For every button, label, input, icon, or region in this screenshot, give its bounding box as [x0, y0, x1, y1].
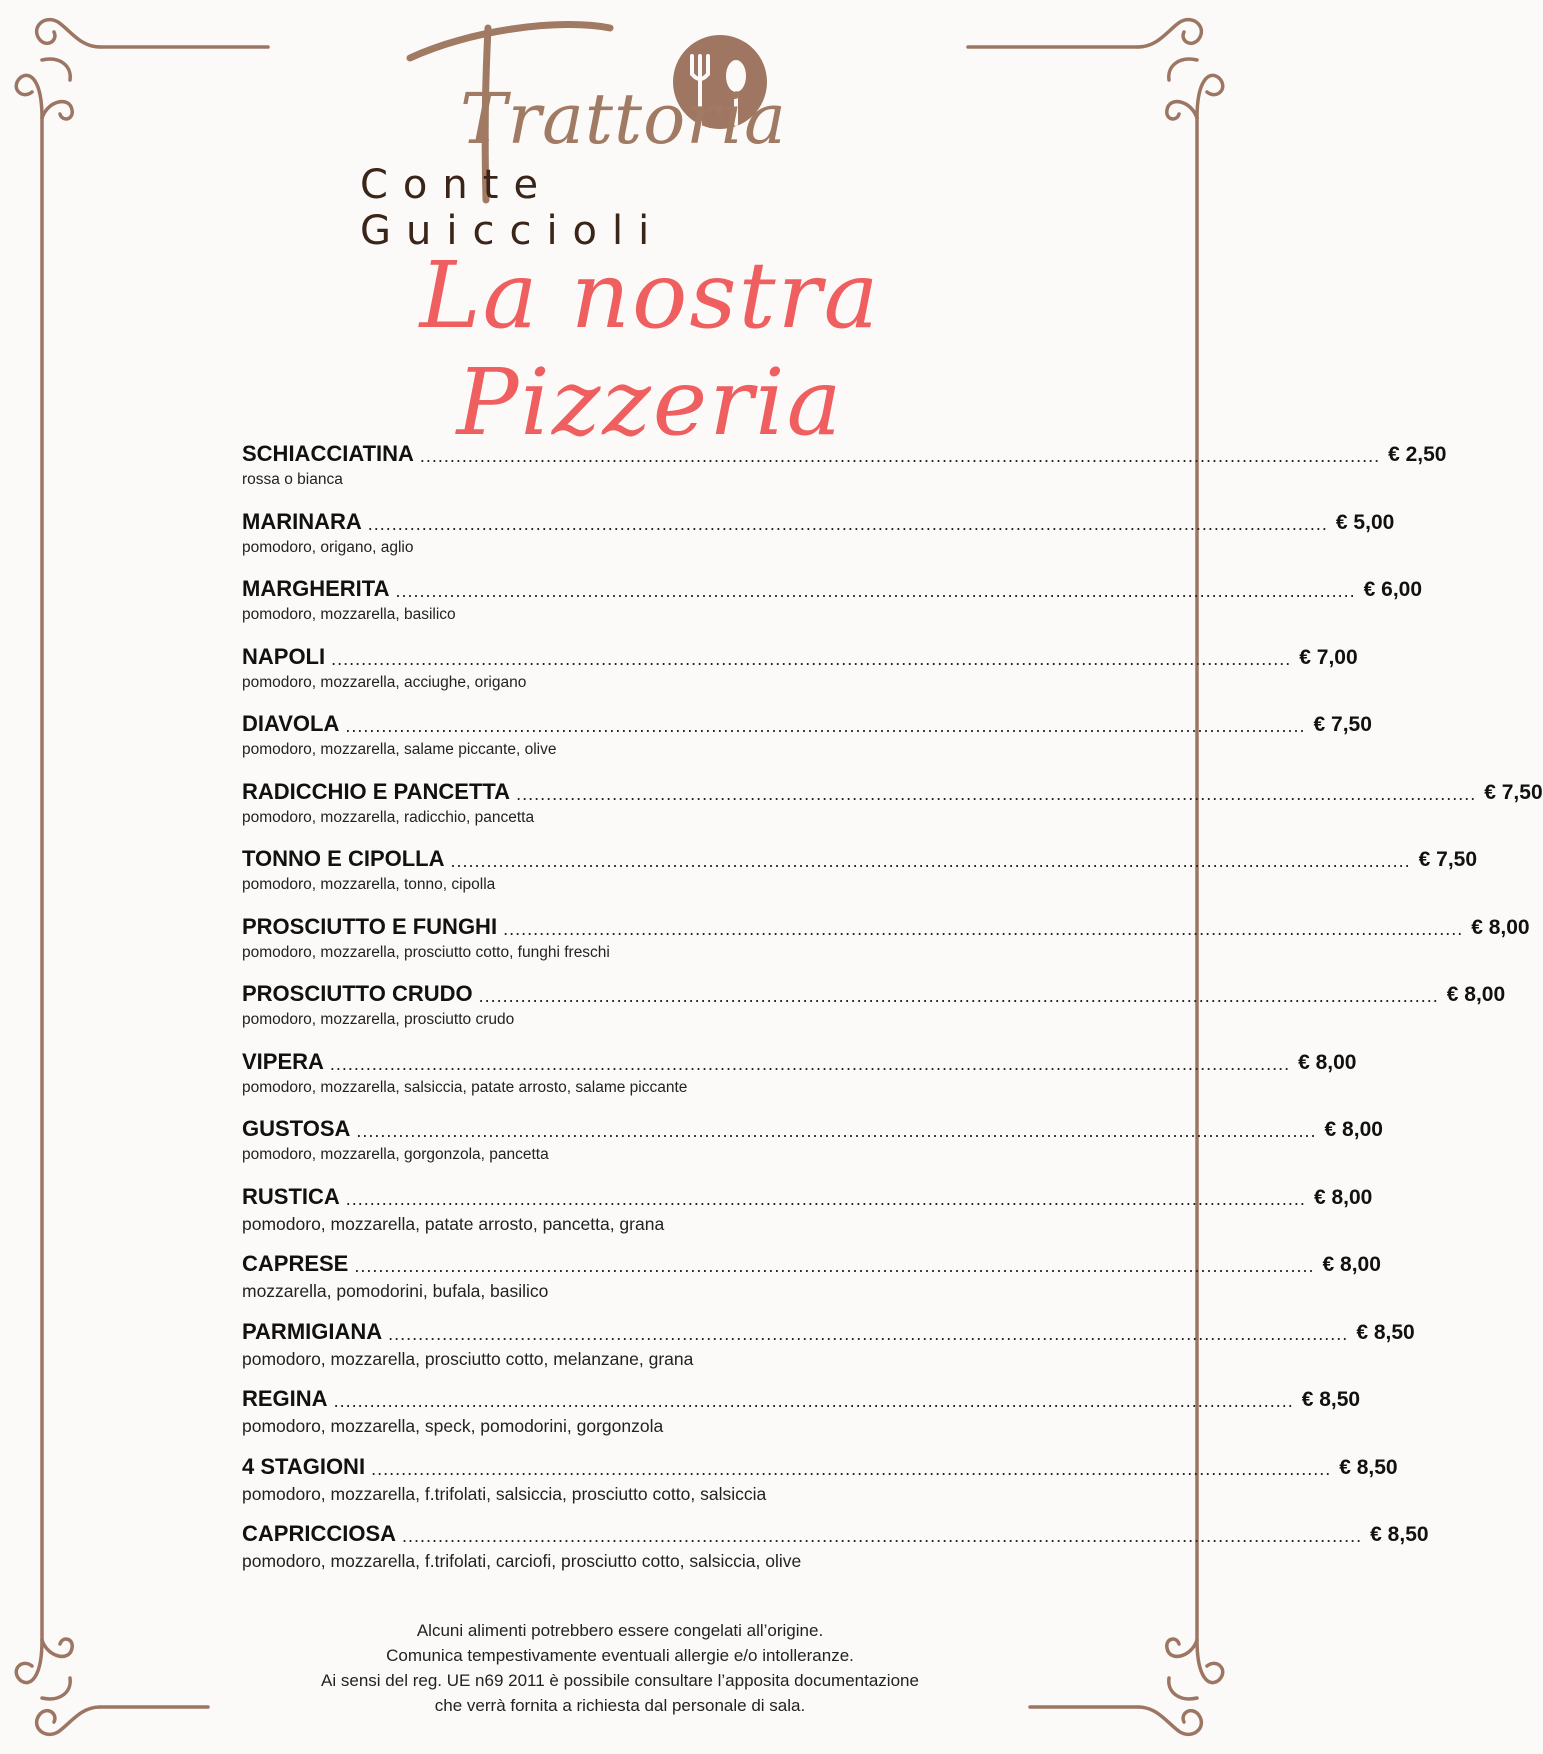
item-description: pomodoro, mozzarella, salame piccante, olive	[242, 741, 557, 758]
item-description: mozzarella, pomodorini, bufala, basilico	[242, 1281, 549, 1301]
item-price: € 7,50	[1313, 713, 1372, 736]
menu-item	[242, 1045, 1357, 1113]
item-description: pomodoro, mozzarella, patate arrosto, pancetta, grana	[242, 1213, 665, 1234]
page-title: La nostra Pizzeria	[419, 242, 881, 456]
item-name: CAPRICCIOSA	[242, 1521, 397, 1546]
menu-list	[242, 437, 1543, 1585]
item-name: TONNO E CIPOLLA	[242, 846, 445, 871]
footer-line: Alcuni alimenti potrebbero essere congelati all’origine.	[416, 1621, 824, 1640]
item-name: NAPOLI	[242, 643, 326, 669]
leader-dots: ................................................................................................................................................................	[402, 1526, 1363, 1546]
item-name: RADICCHIO E PANCETTA	[242, 778, 511, 804]
leader-dots: ................................................................................................................................................................	[450, 851, 1411, 871]
leader-dots: ................................................................................................................................................................	[345, 1188, 1306, 1209]
item-price: € 8,00	[1471, 915, 1530, 939]
leader-dots: ................................................................................................................................................................	[354, 1256, 1315, 1276]
item-price: € 7,00	[1299, 645, 1358, 669]
leader-dots: ................................................................................................................................................................	[371, 1458, 1332, 1479]
item-name: DIAVOLA	[242, 711, 340, 736]
item-description: pomodoro, mozzarella, prosciutto crudo	[242, 1011, 515, 1028]
item-name: CAPRESE	[242, 1251, 349, 1276]
item-name: VIPERA	[242, 1048, 324, 1074]
item-description: pomodoro, mozzarella, acciughe, origano	[242, 673, 527, 691]
item-price: € 2,50	[1388, 443, 1447, 466]
item-description: pomodoro, mozzarella, prosciutto cotto, melanzane, grana	[242, 1348, 694, 1369]
leader-dots: ................................................................................................................................................................	[367, 513, 1328, 534]
menu-item	[242, 1382, 1361, 1450]
item-description: pomodoro, mozzarella, basilico	[242, 606, 456, 623]
footer-note	[240, 1618, 1000, 1718]
leader-dots: ................................................................................................................................................................	[329, 1053, 1291, 1074]
menu-item	[242, 640, 1358, 708]
leader-dots: ................................................................................................................................................................	[331, 648, 1292, 669]
item-price: € 8,00	[1298, 1050, 1357, 1074]
item-name: PARMIGIANA	[242, 1318, 383, 1344]
item-name: 4 STAGIONI	[242, 1453, 366, 1479]
item-name: PROSCIUTTO CRUDO	[242, 981, 473, 1006]
menu-item	[242, 1517, 1429, 1585]
item-name: SCHIACCIATINA	[242, 441, 414, 466]
item-price: € 8,00	[1313, 1185, 1373, 1209]
item-description: pomodoro, mozzarella, radicchio, pancetta	[242, 808, 535, 826]
item-description: pomodoro, origano, aglio	[242, 538, 414, 556]
menu-item	[242, 1315, 1415, 1383]
item-price: € 8,50	[1356, 1320, 1415, 1344]
item-description: pomodoro, mozzarella, gorgonzola, pancetta	[242, 1146, 549, 1163]
item-price: € 6,00	[1363, 578, 1423, 601]
menu-item	[242, 505, 1395, 573]
footer-line: che verrà fornita a richiesta dal personale di sala.	[434, 1696, 806, 1715]
item-price: € 7,50	[1484, 780, 1543, 804]
item-price: € 8,00	[1446, 983, 1506, 1006]
menu-item	[242, 775, 1543, 843]
menu-item	[242, 1450, 1398, 1518]
item-price: € 8,50	[1370, 1523, 1429, 1546]
menu-item	[242, 910, 1530, 978]
leader-dots: ................................................................................................................................................................	[419, 446, 1381, 466]
menu-item	[242, 437, 1447, 505]
item-price: € 5,00	[1335, 510, 1395, 534]
leader-dots: ................................................................................................................................................................	[478, 986, 1439, 1006]
leader-dots: ................................................................................................................................................................	[345, 716, 1306, 736]
item-description: pomodoro, mozzarella, prosciutto cotto, funghi freschi	[242, 943, 610, 961]
item-name: RUSTICA	[242, 1183, 340, 1209]
item-description: pomodoro, mozzarella, f.trifolati, carciofi, prosciutto cotto, salsiccia, olive	[242, 1551, 802, 1571]
item-price: € 8,50	[1339, 1455, 1398, 1479]
menu-item	[242, 1180, 1373, 1248]
brand-subtitle: Conte Guiccioli	[360, 162, 665, 254]
menu-item	[242, 842, 1478, 910]
item-price: € 8,00	[1324, 1118, 1383, 1141]
menu-item	[242, 1112, 1383, 1180]
leader-dots: ................................................................................................................................................................	[356, 1121, 1317, 1141]
item-description: rossa o bianca	[242, 471, 343, 488]
leader-dots: ................................................................................................................................................................	[395, 581, 1356, 601]
leader-dots: ................................................................................................................................................................	[516, 783, 1477, 804]
item-name: REGINA	[242, 1386, 328, 1411]
item-price: € 8,50	[1301, 1388, 1361, 1411]
item-name: MARINARA	[242, 508, 362, 534]
item-name: MARGHERITA	[242, 576, 390, 601]
menu-item	[242, 707, 1372, 775]
item-price: € 8,00	[1322, 1253, 1381, 1276]
item-price: € 7,50	[1418, 848, 1478, 871]
brand-name: Trattoria	[460, 78, 787, 160]
item-description: pomodoro, mozzarella, salsiccia, patate arrosto, salame piccante	[242, 1078, 688, 1096]
item-description: pomodoro, mozzarella, f.trifolati, salsiccia, prosciutto cotto, salsiccia	[242, 1483, 767, 1504]
footer-line: Comunica tempestivamente eventuali allergie e/o intolleranze.	[386, 1646, 854, 1665]
item-description: pomodoro, mozzarella, tonno, cipolla	[242, 876, 496, 893]
leader-dots: ................................................................................................................................................................	[333, 1391, 1294, 1411]
footer-line: Ai sensi del reg. UE n69 2011 è possibile consultare l’apposita documentazione	[321, 1671, 919, 1690]
item-description: pomodoro, mozzarella, speck, pomodorini, gorgonzola	[242, 1416, 664, 1436]
menu-item	[242, 572, 1423, 640]
leader-dots: ................................................................................................................................................................	[503, 918, 1464, 939]
menu-item	[242, 977, 1506, 1045]
item-name: GUSTOSA	[242, 1116, 351, 1141]
menu-item	[242, 1247, 1381, 1315]
item-name: PROSCIUTTO E FUNGHI	[242, 913, 498, 939]
leader-dots: ................................................................................................................................................................	[388, 1323, 1349, 1344]
